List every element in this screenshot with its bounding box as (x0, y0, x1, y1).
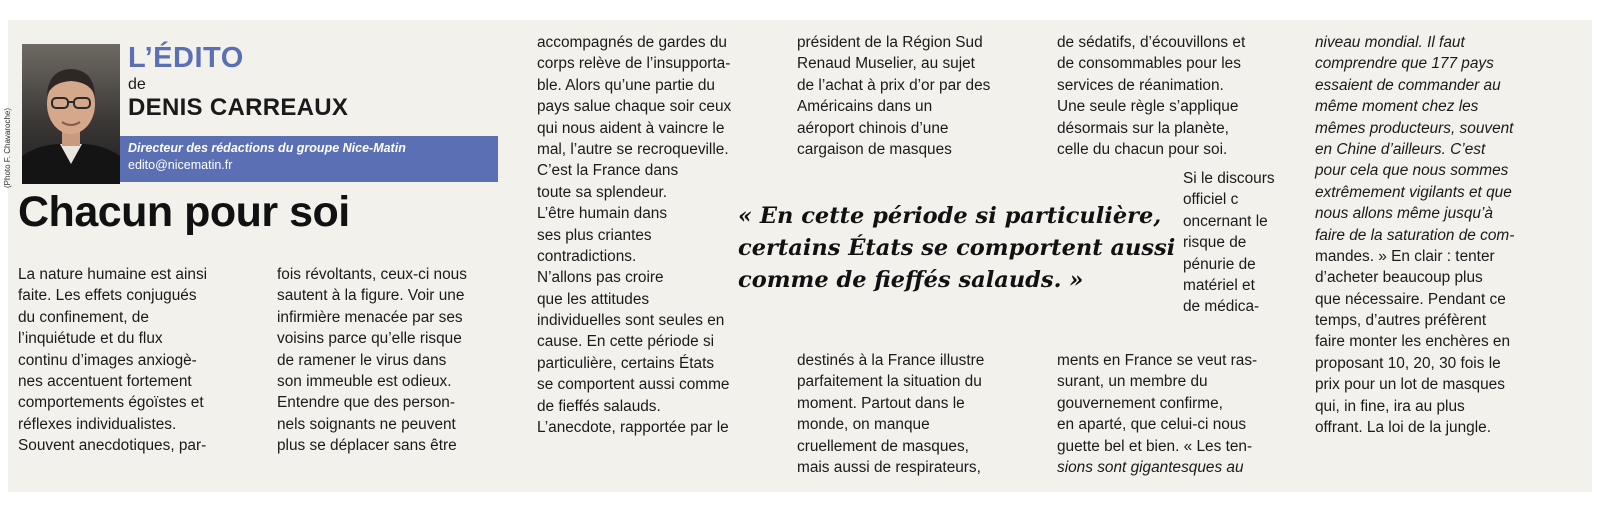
author-name: DENIS CARREAUX (128, 94, 349, 121)
author-role: Directeur des rédactions du groupe Nice-Matin (128, 141, 406, 155)
text-line: niveau mondial. Il faut (1315, 34, 1465, 51)
text-line: services de réanimation. (1057, 76, 1224, 94)
text-line: officiel c (1183, 191, 1239, 209)
text-line: président de la Région Sud (797, 34, 983, 51)
text-line: de l’achat à prix d’or par des (797, 76, 991, 94)
text-line: extrêmement vigilants et que (1315, 183, 1512, 201)
text-line: offrant. La loi de la jungle. (1315, 419, 1491, 437)
text-line: nes accentuent fortement (18, 372, 192, 390)
text-line: Une seule règle s’applique (1057, 98, 1239, 116)
text-line: de médica- (1183, 298, 1260, 316)
text-line: même moment chez les (1315, 98, 1479, 116)
text-line: réflexes individualistes. (18, 415, 177, 433)
quote-line: comme de fieffés salauds. » (738, 267, 1084, 293)
text-line: toute sa splendeur. (537, 183, 668, 201)
photo-credit: (Photo F. Chavaroche) (3, 107, 12, 188)
text-line: particulière, certains États (537, 354, 715, 372)
text-line: ses plus criantes (537, 226, 652, 244)
text-line: que les attitudes (537, 290, 650, 308)
text-line: son immeuble est odieux. (277, 372, 452, 390)
text-line: pour cela que nous sommes (1315, 162, 1509, 180)
text-line: infirmière menacée par ses (277, 308, 463, 326)
text-line: qui, in fine, ira au plus (1315, 397, 1465, 415)
text-line: monde, on manque (797, 416, 930, 434)
text-line: de sédatifs, d’écouvillons et (1057, 34, 1246, 51)
text-line: risque de (1183, 234, 1247, 252)
text-line: pénurie de (1183, 255, 1256, 273)
text-line: d’acheter beaucoup plus (1315, 269, 1483, 287)
text-line: nous allons même jusqu’à (1315, 205, 1493, 223)
column-5-narrow (1183, 168, 1275, 318)
headline: Chacun pour soi (18, 188, 350, 236)
text-line: guette bel et bien. « Les ten- (1057, 437, 1253, 455)
text-line: fois révoltants, ceux-ci nous (277, 266, 467, 283)
text-line: sions sont gigantesques au (1057, 458, 1244, 476)
text-line: oncernant le (1183, 212, 1268, 230)
column-2 (277, 264, 467, 457)
text-line: qui nous aident à vaincre le (537, 119, 725, 137)
column-3 (537, 32, 731, 438)
text-line: en aparté, que celui-ci nous (1057, 416, 1247, 434)
column-1 (18, 264, 207, 457)
text-line: N’allons pas croire (537, 269, 664, 287)
text-line: cargaison de masques (797, 140, 952, 158)
text-line: l’inquiétude et du flux (18, 330, 163, 348)
text-line: contradictions. (537, 247, 637, 265)
text-line: Entendre que des person- (277, 394, 455, 412)
text-line: matériel et (1183, 276, 1255, 294)
author-photo (22, 44, 120, 184)
text-line: cruellement de masques, (797, 437, 969, 455)
text-line: ments en France se veut ras- (1057, 352, 1258, 369)
column-6 (1315, 32, 1514, 438)
quote-line: certains États se comportent aussi (738, 235, 1176, 261)
text-line: pays salue chaque soir ceux (537, 98, 732, 116)
text-line: gouvernement confirme, (1057, 394, 1223, 412)
text-line: temps, d’autres préfèrent (1315, 312, 1487, 330)
column-5-bottom (1057, 350, 1257, 478)
text-line: destinés à la France illustre (797, 352, 985, 369)
text-line: faite. Les effets conjugués (18, 287, 197, 305)
text-line: comportements égoïstes et (18, 394, 204, 412)
text-line: comprendre que 177 pays (1315, 55, 1494, 73)
text-line: mandes. » En clair : tenter (1315, 247, 1495, 265)
text-line: surant, un membre du (1057, 373, 1208, 391)
text-line: plus se déplacer sans être (277, 437, 457, 455)
text-line: sautent à la figure. Voir une (277, 287, 465, 305)
text-line: ble. Alors qu’une partie du (537, 76, 715, 94)
column-4-top (797, 32, 990, 160)
text-line: corps relève de l’insupporta- (537, 55, 731, 73)
text-line: C’est la France dans (537, 162, 679, 180)
quote-line: « En cette période si particulière, (738, 203, 1162, 229)
text-line: aéroport chinois d’une (797, 119, 949, 137)
text-line: que nécessaire. Pendant ce (1315, 290, 1506, 308)
text-line: faire monter les enchères en (1315, 333, 1511, 351)
text-line: faire de la saturation de com- (1315, 226, 1515, 244)
section-label: L’ÉDITO (128, 42, 244, 74)
text-line: continu d’images anxiogè- (18, 351, 197, 369)
text-line: Si le discours (1183, 170, 1275, 187)
text-line: celle du chacun pour soi. (1057, 140, 1228, 158)
text-line: mais aussi de respirateurs, (797, 458, 981, 476)
text-line: en Chine d’ailleurs. C’est (1315, 140, 1486, 158)
text-line: désormais sur la planète, (1057, 119, 1229, 137)
text-line: de ramener le virus dans (277, 351, 447, 369)
text-line: parfaitement la situation du (797, 373, 982, 391)
text-line: L’être humain dans (537, 205, 668, 223)
text-line: essaient de commander au (1315, 76, 1501, 94)
text-line: nels soignants ne peuvent (277, 415, 456, 433)
text-line: de fieffés salauds. (537, 397, 661, 415)
text-line: individuelles sont seules en (537, 312, 725, 330)
text-line: du confinement, de (18, 308, 149, 326)
de-label: de (128, 76, 146, 93)
text-line: Renaud Muselier, au sujet (797, 55, 975, 73)
column-5-top (1057, 32, 1245, 160)
text-line: mal, l’autre se recroqueville. (537, 140, 729, 158)
text-line: accompagnés de gardes du (537, 34, 727, 51)
text-line: cause. En cette période si (537, 333, 715, 351)
column-4-bottom (797, 350, 984, 478)
text-line: moment. Partout dans le (797, 394, 965, 412)
text-line (1057, 436, 1257, 457)
text-line: mêmes producteurs, souvent (1315, 119, 1514, 137)
text-line: Souvent anecdotiques, par- (18, 437, 207, 455)
author-email: edito@nicematin.fr (128, 158, 233, 172)
text-line: Américains dans un (797, 98, 933, 116)
text-line: voisins parce qu’elle risque (277, 330, 462, 348)
text-line: L’anecdote, rapportée par le (537, 419, 729, 437)
pull-quote (738, 200, 1175, 296)
text-line: de consommables pour les (1057, 55, 1241, 73)
text-line: La nature humaine est ainsi (18, 266, 208, 283)
text-line: proposant 10, 20, 30 fois le (1315, 354, 1501, 372)
text-line: se comportent aussi comme (537, 376, 730, 394)
text-line: prix pour un lot de masques (1315, 376, 1505, 394)
